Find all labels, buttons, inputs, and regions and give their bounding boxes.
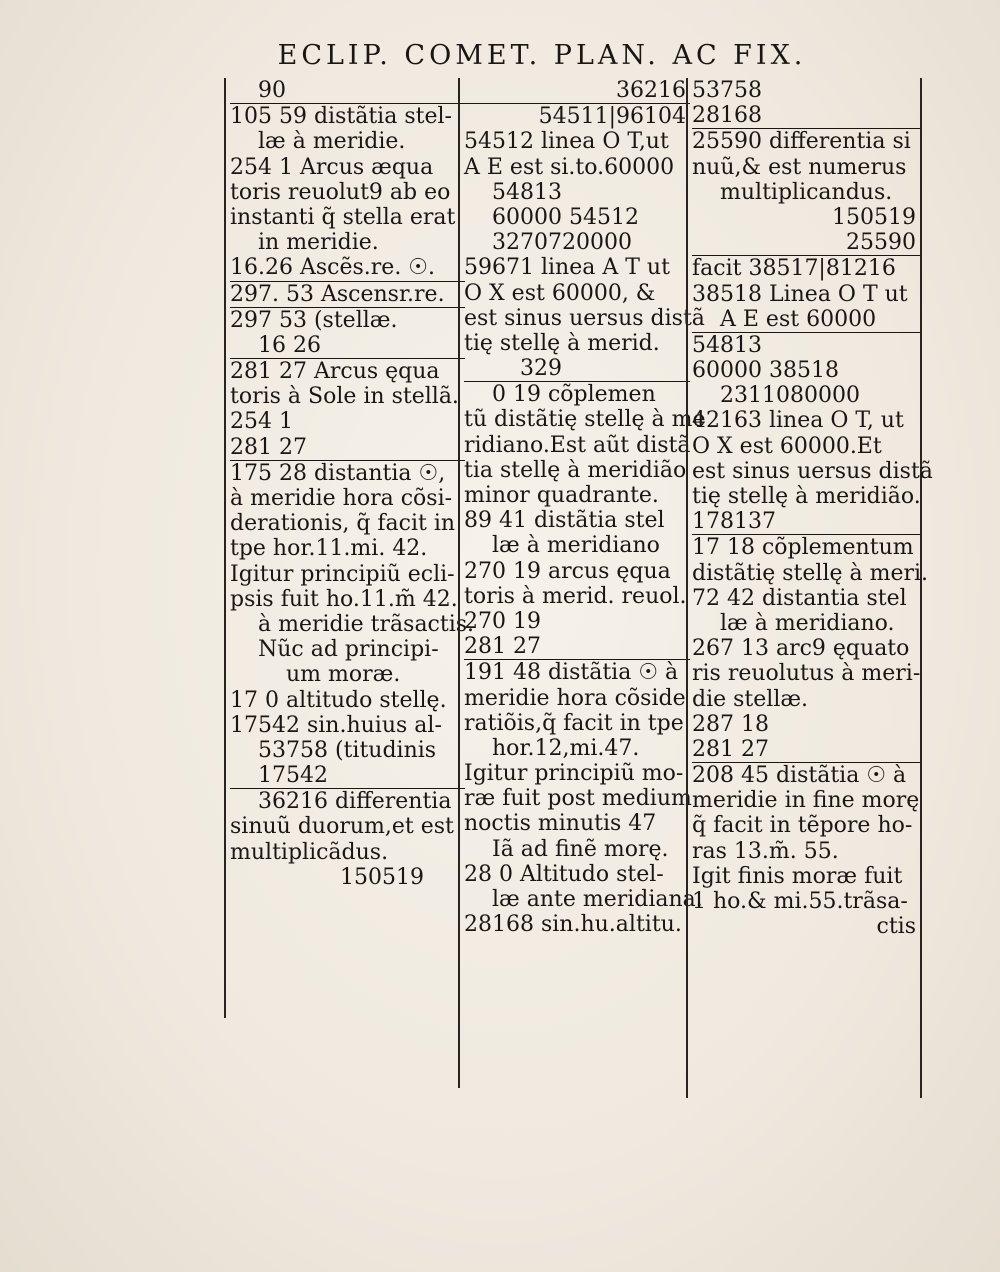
text-line: 42163 linea O T, ut	[692, 408, 904, 434]
text-line: multiplicãdus.	[230, 839, 389, 865]
text-line: 25590	[692, 230, 920, 256]
text-line: 54813	[492, 179, 562, 205]
text-line: est sinus uersus distã	[692, 458, 933, 484]
text-line: 54511|96104	[538, 104, 686, 130]
text-line: 54813	[692, 332, 762, 358]
text-line: 175 28 distantia ☉,	[230, 460, 446, 486]
text-line: 297 53 (stellæ.	[230, 307, 398, 333]
text-line: à meridie hora cõsi-	[230, 486, 453, 511]
text-line: ratiõis,q̃ facit in tpe	[464, 710, 684, 736]
text-line: 281 27	[464, 634, 690, 660]
text-line: tię stellę à merid.	[464, 330, 660, 356]
text-line: 16.26 Ascẽs.re. ☉.	[230, 255, 465, 281]
text-line: ridiano.Est aũt distã	[464, 432, 691, 458]
text-line: 281 27	[230, 435, 465, 461]
text-line: 150519	[832, 204, 916, 230]
text-line: 287 18	[692, 711, 769, 737]
text-line: toris reuolut9 ab eo	[230, 179, 451, 205]
text-line: derationis, q̃ facit in	[230, 511, 456, 537]
running-header: ECLIP. COMET. PLAN. AC FIX.	[277, 40, 807, 71]
text-line: læ à meridiano.	[720, 610, 895, 636]
text-line: 270 19 arcus ęqua	[464, 558, 671, 584]
text-line: instanti q̃ stella erat	[230, 204, 456, 230]
text-line: Igitur principiũ ecli-	[230, 561, 455, 587]
text-line: 281 27 Arcus ęqua	[230, 359, 440, 385]
text-line: tũ distãtię stellę à me	[464, 407, 706, 433]
text-line: die stellæ.	[692, 686, 809, 712]
text-line: tpe hor.11.mi. 42.	[230, 536, 428, 562]
text-line: 36216	[464, 78, 690, 104]
table-column-3	[686, 78, 933, 1098]
text-line: tię stellę à meridião.	[692, 484, 921, 509]
text-line: est sinus uersus distã	[464, 305, 705, 331]
text-line: 28168 sin.hu.altitu.	[464, 912, 682, 938]
text-line: læ ante meridiana.	[492, 887, 703, 912]
text-line: psis fuit ho.11.m̃ 42.	[230, 586, 458, 612]
text-line: 178137	[692, 509, 920, 535]
text-line: 0 19 cõplemen	[492, 382, 656, 408]
text-line: 25590 differentia si	[692, 129, 911, 155]
text-line: Igitur principiũ mo-	[464, 761, 684, 787]
text-line: ctis	[876, 914, 916, 940]
text-line: 17 18 cõplementum	[692, 535, 914, 561]
text-line: 281 27	[692, 737, 920, 763]
text-line: O X est 60000.Et	[692, 433, 882, 459]
text-line: um moræ.	[286, 662, 401, 688]
text-line: ris reuolutus à meri-	[692, 661, 921, 687]
text-line: Igit finis moræ fuit	[692, 863, 903, 889]
text-line: in meridie.	[258, 230, 379, 256]
table-column-1	[224, 78, 475, 1018]
text-line: ræ fuit post medium	[464, 786, 692, 812]
table-column-2	[458, 78, 706, 1088]
text-line: 1 ho.& mi.55.trãsa-	[692, 889, 908, 914]
text-line: 191 48 distãtia ☉ à	[464, 660, 679, 686]
text-line: noctis minutis 47	[464, 811, 657, 837]
text-line: 150519	[340, 864, 424, 890]
text-line: 3270720000	[492, 230, 632, 256]
text-line: minor quadrante.	[464, 483, 659, 508]
text-line: hor.12,mi.47.	[492, 735, 640, 761]
text-line: tia stellę à meridião	[464, 457, 687, 483]
text-line: toris à merid. reuol.	[464, 583, 687, 609]
text-line: A E est si.to.60000	[464, 154, 675, 180]
text-line: Iã ad finẽ morę.	[492, 836, 669, 862]
text-line: O X est 60000, &	[464, 280, 656, 306]
text-line: toris à Sole in stellã.	[230, 384, 459, 410]
text-line: 17542	[230, 763, 465, 789]
text-line: 28168	[692, 103, 920, 129]
text-line: A E est 60000	[692, 307, 920, 333]
text-line: nuũ,& est numerus	[692, 154, 907, 180]
text-line: 254 1 Arcus æqua	[230, 154, 434, 180]
text-line: 208 45 distãtia ☉ à	[692, 763, 907, 789]
text-line: sinuũ duorum,et est	[230, 814, 454, 840]
text-line: læ à meridiano	[492, 533, 660, 559]
text-line: 72 42 distantia stel	[692, 585, 907, 611]
text-line: facit 38517|81216	[692, 256, 896, 282]
text-line: meridie hora cõside	[464, 685, 686, 711]
text-line: meridie in fine morę	[692, 788, 920, 814]
text-line: Nũc ad principi-	[258, 637, 439, 663]
text-line: ras 13.m̃. 55.	[692, 838, 839, 864]
text-line: 36216 differentia	[258, 789, 452, 815]
text-line: 270 19	[464, 608, 541, 634]
text-line: 254 1	[230, 409, 293, 435]
text-line: 53758 (titudinis	[258, 737, 437, 763]
text-line: 17 0 altitudo stellę.	[230, 687, 447, 713]
text-line: 329	[464, 356, 690, 382]
text-line: 53758	[692, 78, 762, 103]
text-line: 16 26	[230, 333, 465, 359]
text-line: 60000 54512	[492, 204, 639, 230]
text-line: q̃ facit in tẽpore ho-	[692, 813, 913, 839]
text-line: 297. 53 Ascensr.re.	[230, 282, 465, 308]
text-line: 60000 38518	[692, 358, 839, 384]
text-line: 267 13 arc9 ęquato	[692, 636, 910, 662]
text-line: 90	[230, 78, 465, 104]
text-line: 17542 sin.huius al-	[230, 712, 442, 738]
text-line: 89 41 distãtia stel	[464, 508, 665, 534]
text-line: 38518 Linea O T ut	[692, 281, 908, 307]
text-line: 28 0 Altitudo stel-	[464, 861, 664, 887]
text-line: 2311080000	[720, 383, 860, 409]
text-line: 59671 linea A T ut	[464, 255, 670, 281]
text-line: distãtię stellę à meri.	[692, 560, 929, 586]
text-line: 54512 linea O T,ut	[464, 129, 669, 155]
text-line: multiplicandus.	[720, 179, 893, 205]
text-line: à meridie trãsactis.	[258, 611, 475, 637]
text-line: læ à meridie.	[258, 129, 406, 155]
text-line: 105 59 distãtia stel-	[230, 104, 452, 130]
